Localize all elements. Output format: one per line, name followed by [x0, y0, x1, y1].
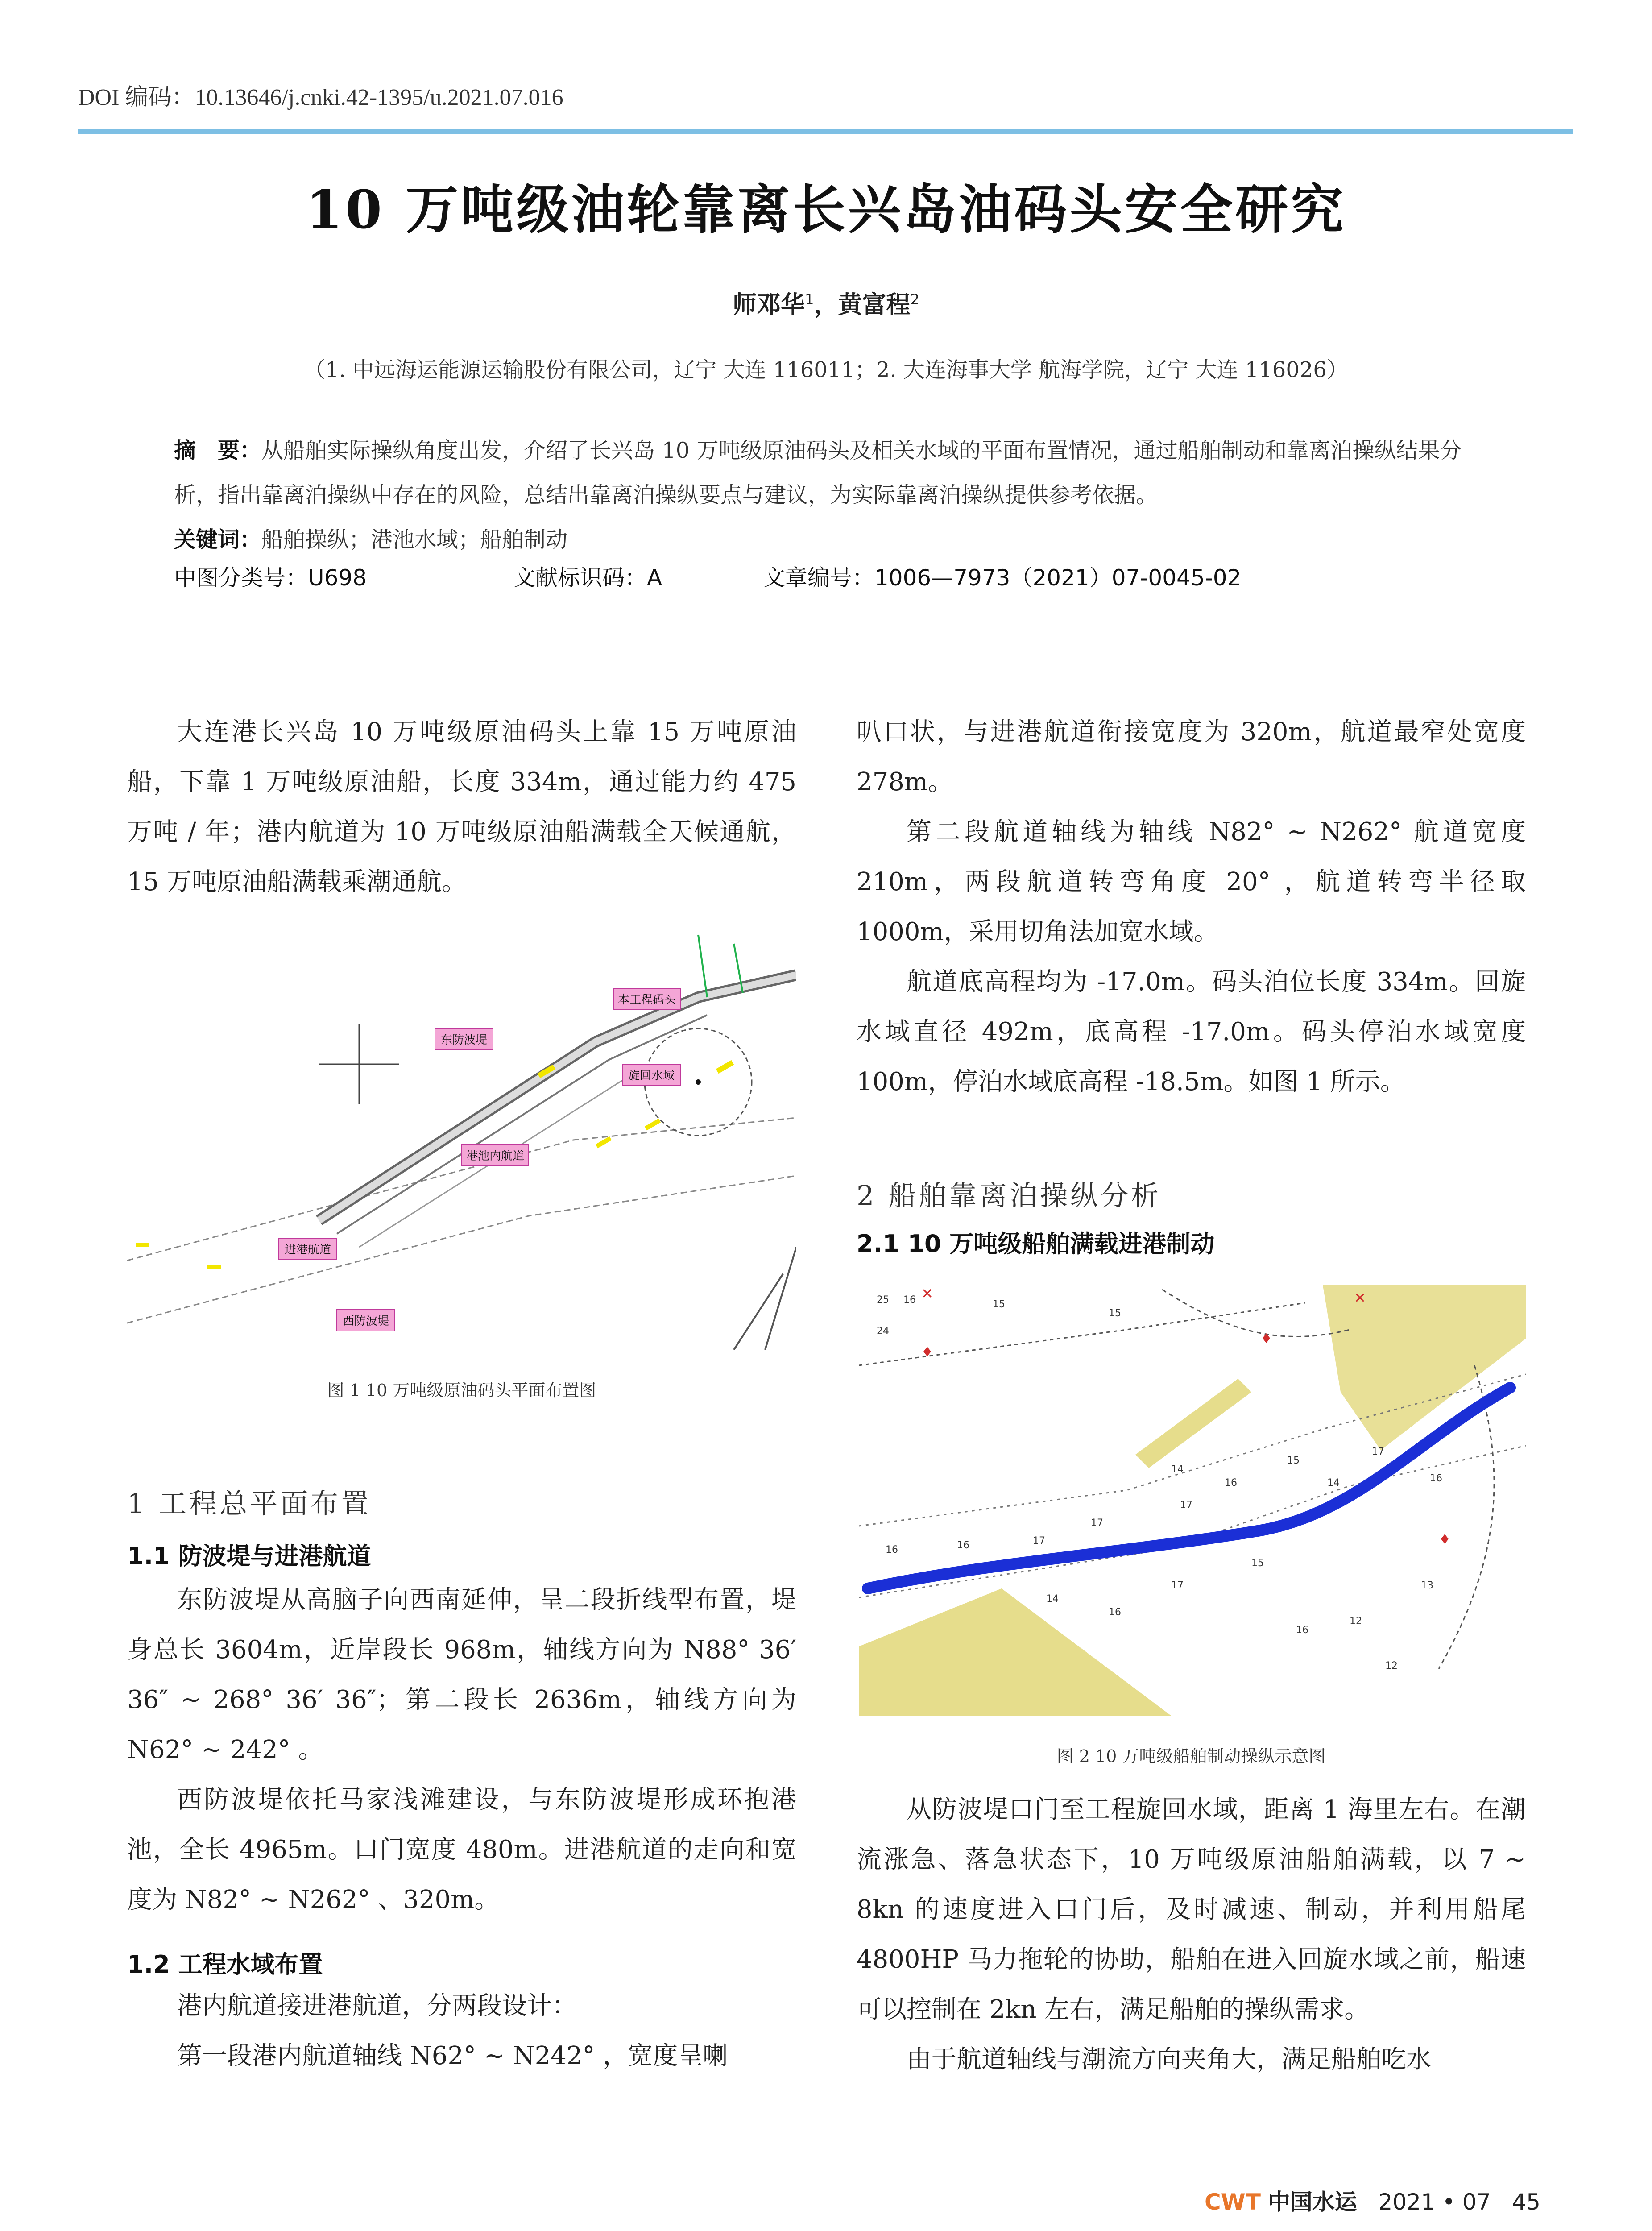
svg-text:14: 14 — [1171, 1464, 1184, 1475]
para-r-4: 从防波堤口门至工程旋回水域，距离 1 海里左右。在潮流涨急、落急状态下，10 万吨级原油船舶满载，以 7 ~ 8kn 的速度进入口门后，及时减速、制动，并利用船尾 4800HP 马力拖轮的协助，船舶在进入回旋水域之前，船速可以控制在 2kn 左右，满足船舶的操纵需求。 — [857, 1795, 1526, 2024]
fig1-label-wharf — [613, 988, 680, 1010]
left-body-2 — [127, 1981, 796, 2081]
svg-text:17: 17 — [1033, 1535, 1045, 1547]
svg-text:✕: ✕ — [921, 1285, 933, 1302]
figure-1-caption: 图 1 10 万吨级原油码头平面布置图 — [327, 1381, 596, 1400]
svg-text:西防波堤: 西防波堤 — [342, 1315, 389, 1328]
section-1-heading: 1 工程总平面布置 — [127, 1487, 372, 1520]
author-1-affil: 1 — [805, 291, 814, 308]
svg-text:12: 12 — [1385, 1660, 1398, 1671]
svg-text:15: 15 — [1109, 1308, 1121, 1319]
fig1-label-inner-channel — [462, 1145, 529, 1166]
author-2: 黄富程 — [838, 290, 911, 319]
abstract-label: 摘 要： — [174, 438, 262, 463]
figure-2-braking-track — [859, 1276, 1526, 1716]
authors — [0, 286, 1652, 320]
svg-text:东防波堤: 东防波堤 — [440, 1033, 488, 1047]
para-r-3: 航道底高程均为 -17.0m。码头泊位长度 334m。回旋水域直径 492m，底高程 -17.0m。码头停泊水域宽度 100m，停泊水域底高程 -18.5m。如图 1 所示。 — [857, 967, 1526, 1096]
author-1: 师邓华 — [733, 290, 805, 319]
para-1-1-b: 西防波堤依托马家浅滩建设，与东防波堤形成环抱港池，全长 4965m。口门宽度 480m。进港航道的走向和宽度为 N82° ~ N262° 、320m。 — [127, 1785, 796, 1914]
affiliation: （1. 中远海运能源运输股份有限公司，辽宁 大连 116011；2. 大连海事大学 航海学院，辽宁 大连 116026） — [304, 357, 1348, 382]
svg-text:本工程码头: 本工程码头 — [617, 993, 676, 1007]
para-r-5: 由于航道轴线与潮流方向夹角大，满足船舶吃水 — [907, 2045, 1431, 2074]
svg-text:16: 16 — [957, 1540, 969, 1551]
page-footer — [1205, 2184, 1540, 2216]
fig1-label-east-breakwater — [435, 1028, 493, 1050]
doc-code-label: 文献标识码： — [513, 565, 647, 591]
svg-text:16: 16 — [1296, 1625, 1308, 1636]
svg-text:16: 16 — [1225, 1477, 1237, 1489]
paper-title: 10 万吨级油轮靠离长兴岛油码头安全研究 — [306, 178, 1346, 241]
intro-text: 大连港长兴岛 10 万吨级原油码头上靠 15 万吨原油船，下靠 1 万吨级原油船，长度 334m，通过能力约 475 万吨 / 年；港内航道为 10 万吨级原油船满载全天候通航，15 万吨原油船满载乘潮通航。 — [127, 717, 796, 896]
svg-text:16: 16 — [886, 1544, 898, 1555]
svg-text:港池内航道: 港池内航道 — [466, 1149, 525, 1163]
right-body-2 — [857, 1785, 1526, 2085]
para-1-2-b: 第一段港内航道轴线 N62° ~ N242° ，宽度呈喇 — [177, 2041, 728, 2070]
keywords: 船舶操纵；港池水域；船舶制动 — [261, 527, 568, 552]
para-1-1-a: 东防波堤从高脑子向西南延伸，呈二段折线型布置，堤身总长 3604m，近岸段长 968m，轴线方向为 N88° 36′ 36″ ~ 268° 36′ 36″；第二段长 2636m，轴线方向为 N62° ~ 242° 。 — [127, 1585, 796, 1764]
page-number: 45 — [1512, 2189, 1540, 2215]
subsection-1-1-heading: 1.1 防波堤与进港航道 — [127, 1542, 371, 1570]
svg-text:17: 17 — [1372, 1446, 1384, 1457]
svg-text:♦: ♦ — [921, 1344, 933, 1360]
fig1-label-west-breakwater — [337, 1310, 395, 1331]
figure-2-caption: 图 2 10 万吨级船舶制动操纵示意图 — [1056, 1746, 1326, 1766]
author-2-affil: 2 — [910, 291, 919, 308]
subsection-2-1-heading: 2.1 10 万吨级船舶满载进港制动 — [857, 1230, 1215, 1258]
clc-label: 中图分类号： — [174, 565, 308, 591]
svg-text:15: 15 — [993, 1299, 1005, 1310]
svg-text:进港航道: 进港航道 — [284, 1243, 331, 1256]
keywords-label: 关键词： — [174, 527, 262, 552]
para-r-2: 第二段航道轴线为轴线 N82° ~ N262° 航道宽度 210m，两段航道转弯角度 20° ，航道转弯半径取 1000m，采用切角法加宽水域。 — [857, 817, 1526, 946]
svg-text:17: 17 — [1171, 1580, 1184, 1591]
fig1-label-approach-channel — [279, 1238, 337, 1260]
svg-text:♦: ♦ — [1439, 1532, 1451, 1547]
svg-text:16: 16 — [903, 1294, 916, 1306]
journal-logo: CWT — [1204, 2189, 1261, 2215]
svg-text:16: 16 — [1430, 1473, 1442, 1484]
section-2-heading: 2 船舶靠离泊操纵分析 — [857, 1179, 1162, 1212]
doi-line: DOI 编码：10.13646/j.cnki.42-1395/u.2021.07.016 — [78, 85, 563, 110]
figure-1-layout-map — [127, 908, 796, 1350]
svg-text:15: 15 — [1287, 1455, 1300, 1466]
svg-text:13: 13 — [1421, 1580, 1433, 1591]
journal-issue: 2021 • 07 — [1378, 2189, 1491, 2215]
abstract — [174, 428, 1468, 562]
svg-text:16: 16 — [1109, 1607, 1121, 1618]
para-1-2-a: 港内航道接进港航道，分两段设计： — [177, 1991, 577, 2020]
svg-text:15: 15 — [1251, 1558, 1264, 1569]
svg-text:17: 17 — [1180, 1500, 1192, 1511]
svg-text:14: 14 — [1046, 1593, 1059, 1605]
clc-code: U698 — [308, 565, 367, 591]
svg-text:♦: ♦ — [1260, 1331, 1272, 1347]
svg-text:24: 24 — [877, 1326, 889, 1337]
left-body — [127, 1575, 796, 1925]
classification-line — [174, 560, 1512, 592]
fig1-label-turning-basin — [622, 1064, 680, 1086]
article-no: 1006—7973（2021）07-0045-02 — [874, 565, 1242, 591]
svg-text:旋回水域: 旋回水域 — [628, 1069, 675, 1082]
svg-text:17: 17 — [1091, 1518, 1103, 1529]
doc-code: A — [647, 565, 662, 591]
svg-text:12: 12 — [1350, 1616, 1362, 1627]
svg-text:14: 14 — [1327, 1477, 1340, 1489]
svg-text:25: 25 — [877, 1294, 889, 1306]
subsection-1-2-heading: 1.2 工程水域布置 — [127, 1950, 323, 1978]
right-body — [857, 707, 1526, 1107]
intro-paragraph — [127, 707, 796, 907]
article-no-label: 文章编号： — [763, 565, 874, 591]
abstract-text: 从船舶实际操纵角度出发，介绍了长兴岛 10 万吨级原油码头及相关水域的平面布置情况，通过船舶制动和靠离泊操纵结果分析，指出靠离泊操纵中存在的风险，总结出靠离泊操纵要点与建议，为实际靠离泊操纵提供参考依据。 — [174, 438, 1462, 508]
header-rule — [78, 129, 1573, 134]
journal-name: 中国水运 — [1267, 2189, 1357, 2215]
svg-text:✕: ✕ — [1354, 1290, 1366, 1306]
author-sep: ， — [814, 290, 838, 319]
para-r-1: 叭口状，与进港航道衔接宽度为 320m，航道最窄处宽度 278m。 — [857, 717, 1526, 796]
